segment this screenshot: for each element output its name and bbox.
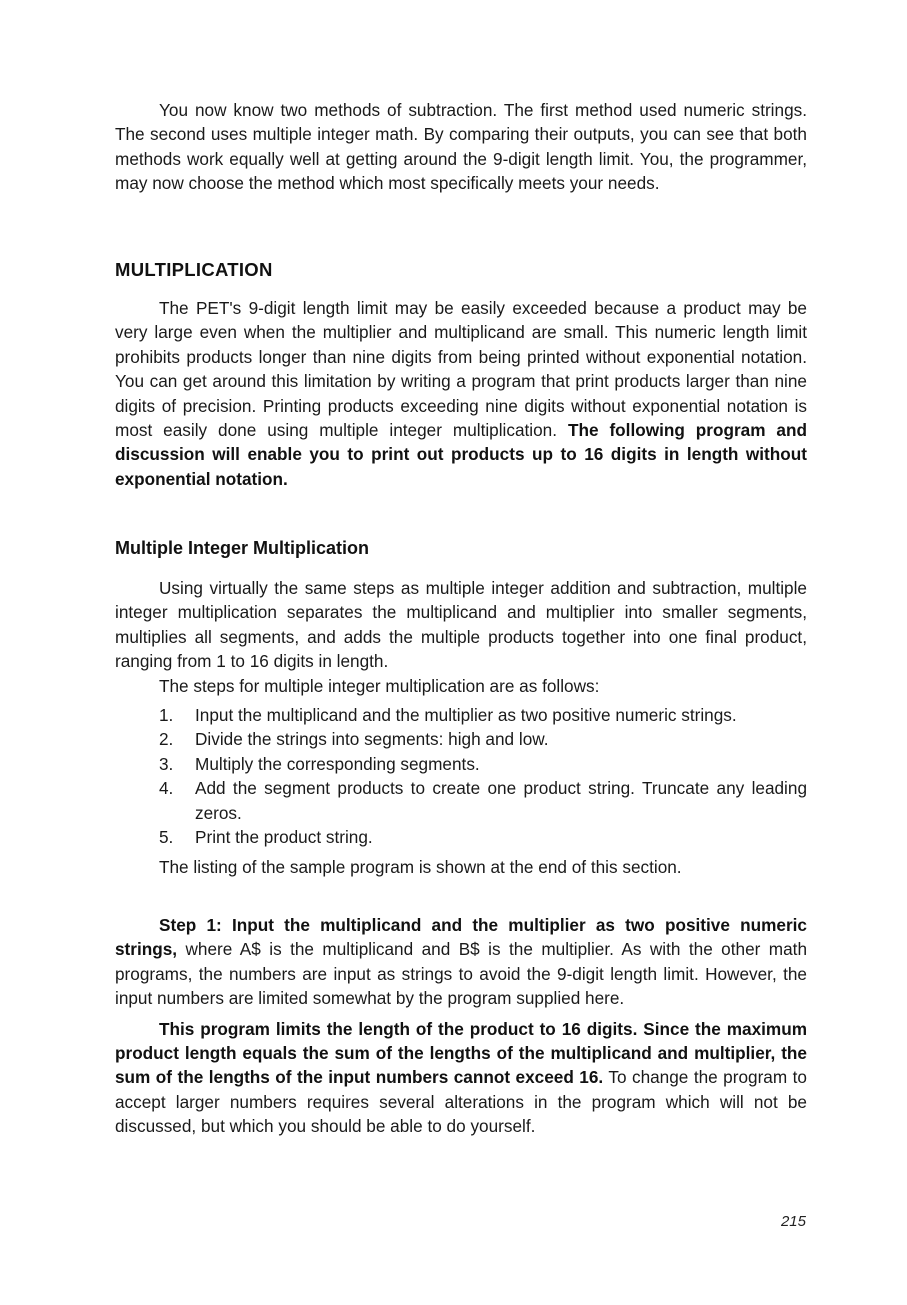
step1-paragraph bbox=[115, 913, 807, 1011]
intro-section bbox=[115, 98, 807, 196]
multiple-integer-heading: Multiple Integer Multiplication bbox=[115, 538, 369, 558]
step-item bbox=[115, 727, 807, 751]
step-number: 5. bbox=[159, 827, 174, 848]
step-item bbox=[115, 703, 807, 727]
mim-heading-block bbox=[115, 538, 807, 559]
step1-bold: Step 1: Input the multiplicand and the multiplier as two positive numeric strings, bbox=[115, 915, 807, 960]
step-text: Add the segment products to create one product string. Truncate any leading zeros. bbox=[195, 778, 807, 823]
multiplication-paragraph-text: The PET's 9-digit length limit may be easily exceeded because a product may be very large even when the multiplier and multiplicand are small. This numeric length limit prohibits products longer than nine digits from being printed without exponential notation. You can get around this limitation by writing a program that print products larger than nine digits of precision. Printing products exceeding nine digits without exponential notation is most easily done using multiple integer multiplication. bbox=[115, 298, 807, 441]
mim-body bbox=[115, 576, 807, 880]
step-number: 4. bbox=[159, 778, 174, 799]
step-text: Multiply the corresponding segments. bbox=[195, 753, 480, 774]
limit-paragraph bbox=[115, 1017, 807, 1139]
step1-section bbox=[115, 913, 807, 1139]
step-item bbox=[115, 776, 807, 825]
step-number: 3. bbox=[159, 753, 174, 774]
page-number: 215 bbox=[780, 1213, 806, 1230]
multiplication-paragraph-bold: The following program and discussion will enable you to print out products up to 16 digits in length without exponential notation. bbox=[115, 420, 807, 489]
step-text: Print the product string. bbox=[195, 827, 373, 848]
listing-note: The listing of the sample program is shown at the end of this section. bbox=[159, 857, 682, 878]
steps-intro: The steps for multiple integer multiplication are as follows: bbox=[159, 675, 600, 696]
multiplication-section bbox=[115, 259, 807, 281]
limit-bold: This program limits the length of the product to 16 digits. Since the maximum product length equals the sum of the lengths of the multiplicand and multiplier, the sum of the lengths of the input numbers cannot exceed 16. bbox=[115, 1018, 807, 1088]
multiplication-paragraph bbox=[115, 296, 807, 491]
step-item bbox=[115, 752, 807, 776]
step-number: 2. bbox=[159, 729, 174, 750]
multiplication-body bbox=[115, 296, 807, 491]
step-text: Divide the strings into segments: high and low. bbox=[195, 729, 549, 750]
limit-text: To change the program to accept larger numbers requires several alterations in the program which will not be discussed, but which you should be able to do yourself. bbox=[115, 1067, 807, 1137]
multiplication-heading: MULTIPLICATION bbox=[115, 259, 273, 280]
step1-text: where A$ is the multiplicand and B$ is the multiplier. As with the other math programs, the numbers are input as strings to avoid the 9-digit length limit. However, the input numbers are limited somewhat by the program supplied here. bbox=[115, 939, 807, 1009]
intro-paragraph: You now know two methods of subtraction. The first method used numeric strings. The second uses multiple integer math. By comparing their outputs, you can see that both methods work equally well at getting around the 9-digit length limit. You, the programmer, may now choose the method which most specifically meets your needs. bbox=[115, 100, 807, 194]
step-number: 1. bbox=[159, 705, 174, 726]
mim-paragraph: Using virtually the same steps as multiple integer addition and subtraction, multiple integer multiplication separates the multiplicand and multiplier into smaller segments, multiplies all segments, and adds the multiple products together into one final product, ranging from 1 to 16 digits in length. bbox=[115, 578, 807, 672]
step-item bbox=[115, 825, 807, 849]
steps-list bbox=[115, 703, 807, 849]
step-text: Input the multiplicand and the multiplier as two positive numeric strings. bbox=[195, 705, 737, 726]
